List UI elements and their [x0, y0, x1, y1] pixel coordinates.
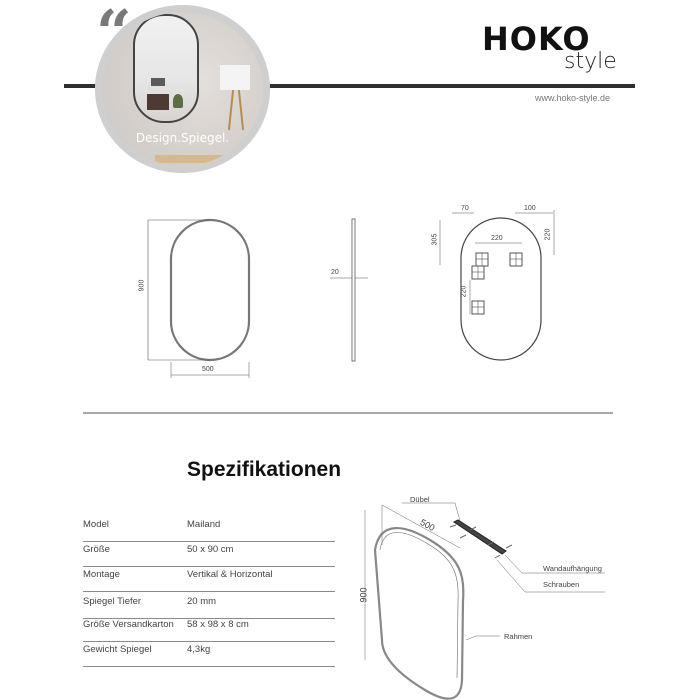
spec-key: Größe: [83, 544, 110, 555]
spec-value: 58 x 98 x 8 cm: [187, 619, 249, 630]
label-schrauben: Schrauben: [543, 580, 580, 589]
spec-row: [83, 617, 335, 642]
spec-row: [83, 594, 335, 619]
spec-value: 50 x 90 cm: [187, 544, 234, 555]
spec-key: Montage: [83, 569, 120, 580]
brand-logo: HOKO: [482, 20, 591, 58]
label-dubel: Dübel: [410, 495, 430, 504]
spec-key: Spiegel Tiefer: [83, 596, 142, 607]
spec-value: Vertikal & Horizontal: [187, 569, 273, 580]
brand-url[interactable]: www.hoko-style.de: [535, 93, 611, 103]
front-width-dim: 500: [202, 366, 214, 373]
label-wandaufhaengung: Wandaufhängung: [543, 564, 602, 573]
isometric-drawing: [365, 503, 605, 699]
back-dim-305: 305: [431, 233, 439, 246]
spec-row: [83, 567, 335, 592]
hero-caption: Design.Spiegel.: [135, 131, 230, 145]
spec-row: [83, 542, 335, 567]
iso-width-dim: 500: [418, 517, 437, 533]
section-divider: [83, 412, 613, 414]
spec-row: [83, 517, 335, 542]
quote-icon: “: [96, 0, 132, 69]
back-dim-220-low: 220: [460, 285, 468, 298]
back-dim-70: 70: [461, 205, 469, 212]
spec-value: 4,3kg: [187, 644, 211, 655]
spec-title: Spezifikationen: [187, 458, 342, 481]
spec-value: Mailand: [187, 519, 221, 530]
front-height-dim: 900: [138, 279, 146, 292]
back-dim-220-h: 220: [491, 235, 503, 242]
spec-key: Gewicht Spiegel: [83, 644, 152, 655]
side-depth-dim: 20: [331, 269, 339, 276]
front-view-outline: [171, 220, 249, 360]
spec-key: Größe Versandkarton: [83, 619, 174, 630]
brand-logo-sub: style: [564, 49, 617, 74]
spec-key: Model: [83, 519, 109, 530]
back-dim-220-v: 220: [544, 228, 552, 241]
iso-height-dim: 900: [358, 587, 369, 603]
back-dim-100: 100: [524, 205, 536, 212]
spec-row: [83, 642, 335, 667]
label-rahmen: Rahmen: [504, 632, 533, 641]
spec-value: 20 mm: [187, 596, 217, 607]
